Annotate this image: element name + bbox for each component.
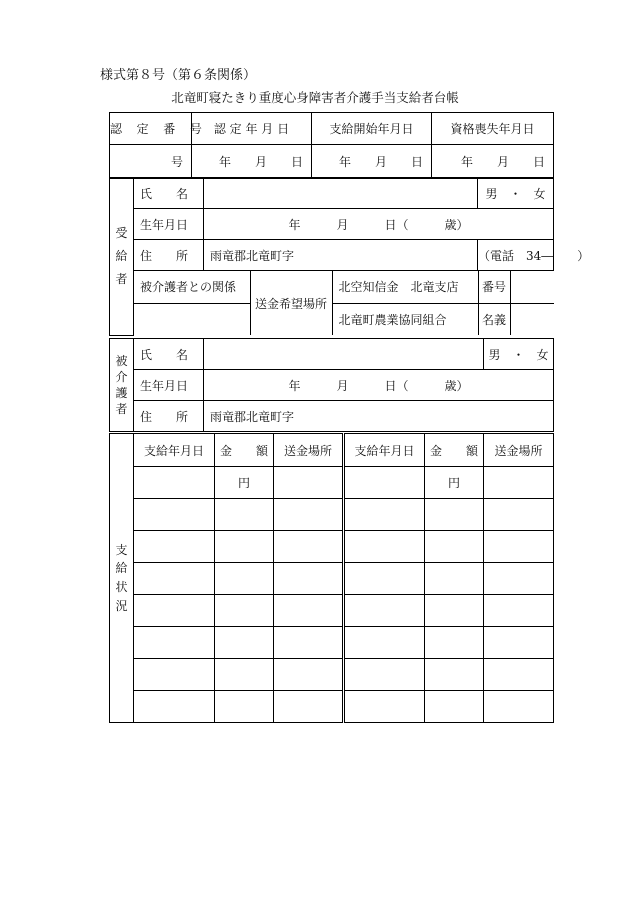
recipient-dob-field[interactable]: 年 月 日（ 歳） [204,209,554,240]
payment-date-cell[interactable] [344,467,425,499]
payment-amount-cell[interactable] [215,563,274,595]
payment-amount-header-left: 金 額 [215,434,274,467]
recipient-phone[interactable]: （電話 34― ） [478,240,554,271]
payment-place-cell[interactable] [274,691,344,723]
account-number-label: 番号 [478,271,510,303]
recipient-section-label: 受 給 者 [110,178,134,336]
recipient-dob-label: 生年月日 [134,209,204,240]
cert-number-field[interactable]: 号 [110,145,192,179]
payment-place-header-right: 送金場所 [484,434,554,467]
payment-place-cell[interactable] [274,467,344,499]
payment-date-cell[interactable] [344,563,425,595]
account-name-label: 名義 [478,303,510,335]
payment-date-cell[interactable] [134,499,215,531]
recipient-table [109,177,590,336]
bank-option-1[interactable]: 北空知信金 北竜支店 [332,271,478,303]
cert-date-header: 認 定 年 月 日 [192,113,312,145]
payment-date-header-left: 支給年月日 [134,434,215,467]
payment-place-cell[interactable] [484,467,554,499]
table-row [110,467,554,499]
caree-name-label: 氏 名 [134,339,204,370]
caree-address-label: 住 所 [134,401,204,432]
payment-section-label: 支 給 状 況 [110,434,134,723]
payment-amount-cell[interactable] [425,691,484,723]
start-date-header: 支給開始年月日 [312,113,432,145]
table-row [110,627,554,659]
payment-place-cell[interactable] [274,627,344,659]
certification-table [109,112,554,179]
account-name-field[interactable] [510,303,554,335]
caree-dob-label: 生年月日 [134,370,204,401]
payment-amount-cell[interactable] [215,659,274,691]
caree-name-field[interactable] [204,339,484,370]
cert-date-field[interactable]: 年 月 日 [192,145,312,179]
recipient-name-field[interactable] [204,178,478,209]
payment-place-cell[interactable] [484,595,554,627]
payment-date-cell[interactable] [344,691,425,723]
payment-amount-cell[interactable]: 円 [425,467,484,499]
table-row [110,659,554,691]
table-row [110,595,554,627]
document-title: 北竜町寝たきり重度心身障害者介護手当支給者台帳 [171,90,459,105]
bank-option-2[interactable]: 北竜町農業協同組合 [332,303,478,335]
remit-place-label: 送金希望場所 [250,271,332,335]
account-number-field[interactable] [510,271,554,303]
payment-place-cell[interactable] [484,499,554,531]
payment-place-header-left: 送金場所 [274,434,344,467]
payment-amount-cell[interactable] [215,499,274,531]
payment-date-header-right: 支給年月日 [344,434,425,467]
relation-field[interactable] [134,303,250,335]
payment-amount-cell[interactable] [425,531,484,563]
payment-date-cell[interactable] [344,531,425,563]
payment-date-cell[interactable] [344,659,425,691]
payment-amount-cell[interactable] [215,627,274,659]
payment-place-cell[interactable] [484,531,554,563]
start-date-field[interactable]: 年 月 日 [312,145,432,179]
payment-place-cell[interactable] [484,563,554,595]
payment-date-cell[interactable] [134,563,215,595]
payment-status-table [109,433,554,723]
payment-place-cell[interactable] [274,659,344,691]
payment-date-cell[interactable] [134,595,215,627]
payment-amount-cell[interactable] [215,691,274,723]
payment-date-cell[interactable] [134,467,215,499]
form-number-label: 様式第８号（第６条関係） [100,68,257,83]
recipient-address-label: 住 所 [134,240,204,271]
payment-place-cell[interactable] [274,595,344,627]
recipient-gender[interactable]: 男 ・ 女 [478,178,554,209]
payment-place-cell[interactable] [274,531,344,563]
payment-amount-cell[interactable] [425,499,484,531]
caree-section-label: 被 介 護 者 [110,339,134,432]
recipient-name-label: 氏 名 [134,178,204,209]
table-row [110,531,554,563]
payment-place-cell[interactable] [274,563,344,595]
payment-date-cell[interactable] [344,595,425,627]
caree-address-field[interactable]: 雨竜郡北竜町字 [204,401,554,432]
payment-date-cell[interactable] [134,659,215,691]
payment-date-cell[interactable] [134,691,215,723]
payment-date-cell[interactable] [344,499,425,531]
table-row [110,691,554,723]
payment-place-cell[interactable] [484,627,554,659]
payment-date-cell[interactable] [134,531,215,563]
payment-place-cell[interactable] [484,659,554,691]
payment-amount-cell[interactable] [215,531,274,563]
payment-date-cell[interactable] [134,627,215,659]
loss-date-header: 資格喪失年月日 [432,113,554,145]
table-row [110,563,554,595]
payment-amount-cell[interactable] [425,627,484,659]
caree-dob-field[interactable]: 年 月 日（ 歳） [204,370,554,401]
cert-number-header: 認 定 番 号 [110,113,192,145]
payment-amount-cell[interactable]: 円 [215,467,274,499]
caree-table [109,338,554,432]
caree-gender[interactable]: 男 ・ 女 [484,339,554,370]
payment-amount-cell[interactable] [425,563,484,595]
payment-amount-header-right: 金 額 [425,434,484,467]
relation-label: 被介護者との関係 [134,271,250,303]
payment-place-cell[interactable] [274,499,344,531]
loss-date-field[interactable]: 年 月 日 [432,145,554,179]
payment-date-cell[interactable] [344,627,425,659]
payment-amount-cell[interactable] [425,595,484,627]
table-row [110,499,554,531]
recipient-address-field[interactable]: 雨竜郡北竜町字 [204,240,478,271]
payment-place-cell[interactable] [484,691,554,723]
payment-amount-cell[interactable] [425,659,484,691]
payment-amount-cell[interactable] [215,595,274,627]
